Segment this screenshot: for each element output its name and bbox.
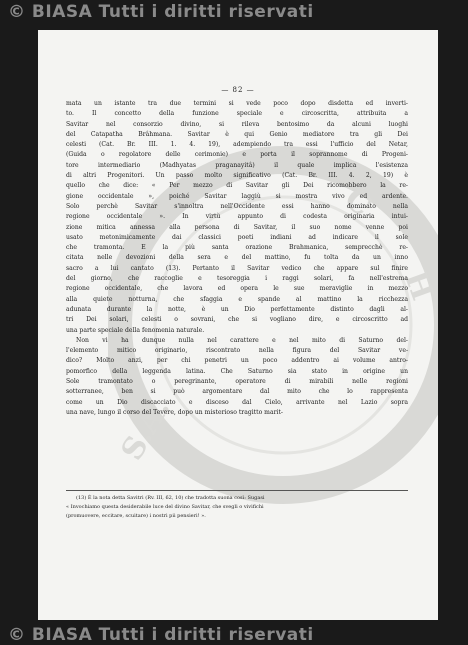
body-text-line: come un Dio discacciato e disceso dal Cielo, arrivante nel Lazio sopra [66, 398, 408, 406]
body-text-line: di altri Progenitori. Un passo molto significativo (Cat. Br. III. 4. 2, 19) è [66, 172, 408, 180]
body-text-line: Solo perchè Savitar s'innoltra nell'Occidente essi hanno dominato nella [66, 202, 408, 210]
body-text-line: usato metonimicamente dai classici poeti indiani ad indicare il sole [66, 233, 408, 241]
body-text-line: tore intermediario (Madhyatas praganayitâ) il quale implica l'esistenza [66, 161, 408, 169]
page-number: — 82 — [221, 86, 255, 94]
body-text-line: che tramonta. E la più santa orazione Brahmanica, semprecchè re- [66, 244, 408, 252]
body-text-line: citata nelle devozioni della sera e del mattino, fu tolta da un inno [66, 254, 408, 262]
watermark-top: © BIASA Tutti i diritti riservati [8, 2, 314, 22]
body-text-line: adunata durante la notte, è un Dio perfettamente distinto dagli al- [66, 305, 408, 313]
svg-text:C: C [337, 181, 379, 224]
body-text-line: mata un istante tra due termini si vede poco dopo disdetta ed inverti- [66, 100, 408, 107]
body-text-line: alla quiete notturna, che sfaggia e spande al mattino la ricchezza [66, 295, 408, 303]
footnote [66, 494, 408, 521]
body-text-line: sotterranee, ben si può argomentare dal mito che lo rappresenta [66, 388, 408, 396]
body-text-line: dico? Molto anzi, per chi penetri un poco addentro ai volume antro- [66, 357, 408, 365]
body-text-line: Sole tramontato o peregrinante, operatore di mirabili nelle regioni [66, 378, 408, 386]
body-text-line: zione mitica annessa alla persona di Savitar, il suo nome venne poi [66, 223, 408, 231]
body-text-line: sacro a lui cantato (13). Pertanto il Savitar vedico che appare sul finire [66, 264, 408, 272]
body-text-line: del giorno, che raccoglie e tesoreggia i raggi solari, fa nell'estrema [66, 275, 408, 283]
footnote-line: « Invochiamo questa desiderabile luce del divino Savitar, che svegli o vivifichi [66, 504, 264, 510]
body-text-line: Non vi ha dunque nulla nel carattere e nel mito di Saturno del- [76, 336, 408, 344]
watermark-bottom: © BIASA Tutti i diritti riservati [8, 625, 314, 645]
footnote-line: (promuovere, eccitare, scuitare) i nostri pii pensieri! ». [66, 513, 206, 519]
body-text-line: tri Dei solari, celesti o sovrani, che si vogliano dire, e circoscritto ad [66, 316, 408, 324]
body-text-line: to. Il concetto della funzione speciale e circoscritta, attribuita a [66, 110, 408, 118]
svg-text:S.A.: S.A. [114, 392, 178, 467]
footnote-line: (13) È la nota detta Savitri (Rv. III, 62, 10) che tradotta suona così: Sugasi [76, 495, 265, 501]
body-text-line: gione occidentale », poiché Savitar laggiù si mostra vivo ed ardente. [66, 192, 408, 200]
body-text-line: (Guida o regolatore delle cerimonie) e porta il soprannome di Progeni- [66, 151, 408, 159]
body-text-line: del Catapatha Brâhmana. Savitar è qui Genio mediatore tra gli Dei [66, 130, 408, 138]
svg-text:H: H [397, 266, 440, 305]
body-text-line: una parte speciale della fenomenia naturale. [66, 326, 205, 334]
scanned-page [38, 30, 438, 620]
body-text-line: una nave, lungo il corso del Tevere, dopo un misterioso tragitto marit- [66, 408, 283, 416]
body-text-line: regione occidentale, che lavora ed opera le sue meraviglie in mezzo [66, 285, 408, 293]
body-text-line: pomorfico della leggenda latina. Che Saturno sia stato in origine un [66, 367, 408, 375]
body-text [66, 99, 408, 418]
body-text-line: l'elemento mitico originario, riscontrato nella figura del Savitar ve- [66, 347, 408, 355]
footnote-divider [66, 490, 408, 491]
body-text-line: celesti (Cat. Br. III. 1. 4. 19), adempiendo tra essi l'ufficio del Netar, [66, 141, 408, 149]
body-text-line: regione occidentale ». In virtù appunto di codesta originaria intui- [66, 213, 408, 221]
body-text-line: quello che dice: « Per mezzo di Savitar gli Dei ricomobbero la re- [66, 182, 408, 190]
body-text-line: Savitar nel consorzio divino, si rileva bentosimo da alcuni luoghi [66, 120, 408, 128]
